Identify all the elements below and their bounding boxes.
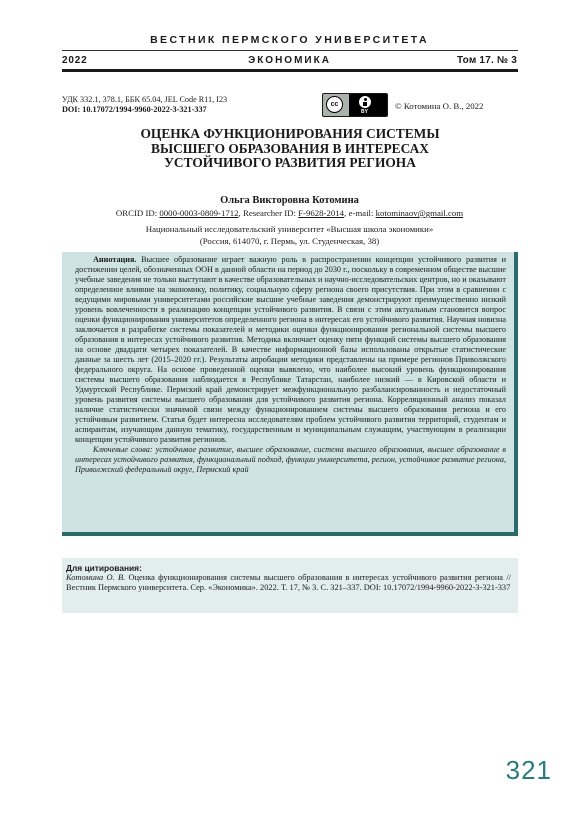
title-line: ВЫСШЕГО ОБРАЗОВАНИЯ В ИНТЕРЕСАХ bbox=[151, 140, 429, 156]
citation-author: Котомина О. В. bbox=[66, 573, 126, 582]
page-number: 321 bbox=[505, 755, 552, 785]
journal-year: 2022 bbox=[62, 55, 88, 66]
abstract-label: Аннотация. bbox=[93, 255, 137, 264]
email-label: , e-mail: bbox=[344, 208, 376, 218]
author-ids bbox=[0, 208, 579, 218]
researcher-id-link[interactable]: F-9628-2014 bbox=[298, 208, 345, 218]
article-meta bbox=[62, 95, 227, 115]
citation-text bbox=[66, 573, 511, 593]
title-line: ОЦЕНКА ФУНКЦИОНИРОВАНИЯ СИСТЕМЫ bbox=[140, 126, 440, 141]
header-thick-rule bbox=[62, 69, 518, 72]
researcher-label: , Researcher ID: bbox=[238, 208, 299, 218]
header-rule bbox=[62, 50, 518, 51]
email-link[interactable]: kotominaov@gmail.com bbox=[375, 208, 464, 218]
affiliation bbox=[0, 224, 579, 247]
cc-by-license-icon[interactable] bbox=[322, 93, 388, 117]
orcid-label: ORCID ID: bbox=[115, 208, 160, 218]
orcid-link[interactable]: 0000-0003-0809-1712 bbox=[159, 208, 239, 218]
title-line: УСТОЙЧИВОГО РАЗВИТИЯ РЕГИОНА bbox=[164, 155, 416, 170]
affiliation-address: (Россия, 614070, г. Пермь, ул. Студенческая, 38) bbox=[199, 235, 380, 246]
person-icon bbox=[359, 96, 371, 108]
section-name: ЭКОНОМИКА bbox=[248, 55, 331, 66]
copyright: © Котомина О. В., 2022 bbox=[395, 101, 484, 111]
udc-codes: УДК 332.1, 378.1, ББК 65.04, JEL Code R11, I23 bbox=[62, 95, 228, 104]
cc-icon: cc bbox=[326, 96, 343, 113]
citation-label: Для цитирования: bbox=[66, 563, 142, 573]
keywords: Ключевые слова: устойчивое развитие, высшее образование, система высшего образования, высшее образование в интересах устойчивого развития, функциональный подход, функции университета, регион, устойчивое развитие региона, Приволжский федеральный округ, Пермский край bbox=[75, 445, 506, 474]
author-name: Ольга Викторовна Котомина bbox=[220, 195, 359, 206]
affiliation-line: Национальный исследовательский университет «Высшая школа экономики» bbox=[145, 224, 434, 234]
abstract-box bbox=[62, 252, 518, 536]
journal-volume: Том 17. № 3 bbox=[457, 55, 517, 66]
citation-box bbox=[62, 558, 518, 613]
journal-title: ВЕСТНИК ПЕРМСКОГО УНИВЕРСИТЕТА bbox=[150, 34, 429, 46]
article-title bbox=[62, 127, 518, 171]
abstract-body: Высшее образование играет важную роль в распространении концепции устойчивого развития и достижении целей, обозначенных ООН в данной области на период до 2030 г., поскольку в современном обществе высшие учебные заведения не только выступают в качестве образовательных и научно-исследовательских центров, но и оказывают определенное влияние на экономику, политику, социальную сферу региона своего присутствия. При этом в сравнении с ведущими мировыми университетами российские высшие учебные заведения демонстрируют преимущественно низкий уровень вовлеченности в реализацию концепции устойчивого развития. В связи с этим актуальным становится вопрос оценки функционирования университетов определенного региона в интересах его устойчивого развития. Научная новизна заключается в разработке системы показателей и методики оценки функционирования региональной системы высшего образования в интересах устойчивого развития. Методика включает оценку пяти функций системы высшего образования на основе двадцати четырех показателей. В качестве информационной базы использованы открытые статистические данные за шесть лет (2015–2020 гг.). Результаты апробации методики представлены на примере регионов Приволжского федерального округа. На основе проведенной оценки выявлено, что наиболее высокий уровень функционирования системы высшего образования наблюдается в Республике Татарстан, наиболее низкий — в Кировской области и Удмуртской Республике. Пермский край демонстрирует межфункциональную разбалансированность и недостаточный уровень развития системы высшего образования для устойчивого развития региона. Корреляционный анализ показал наличие статистически значимой связи между функционированием системы высшего образования региона и его устойчивым развитием. Статья будет интересна исследователям проблем устойчивого развития территорий, студентам и аспирантам, изучающим данную тематику, государственным и муниципальным служащим, участвующим в реализации концепции устойчивого развития регионов. bbox=[75, 255, 506, 444]
citation-body: Оценка функционирования системы высшего образования в интересах устойчивого развития региона // Вестник Пермского университета. Сер. «Экономика». 2022. Т. 17, № 3. С. 321–337. DOI: 10.17072/1994-9960-2022-3-321-337 bbox=[66, 573, 511, 592]
by-label: BY bbox=[361, 109, 368, 115]
by-icon bbox=[349, 94, 387, 116]
doi: DOI: 10.17072/1994-9960-2022-3-321-337 bbox=[62, 105, 207, 114]
abstract-text bbox=[75, 255, 506, 445]
